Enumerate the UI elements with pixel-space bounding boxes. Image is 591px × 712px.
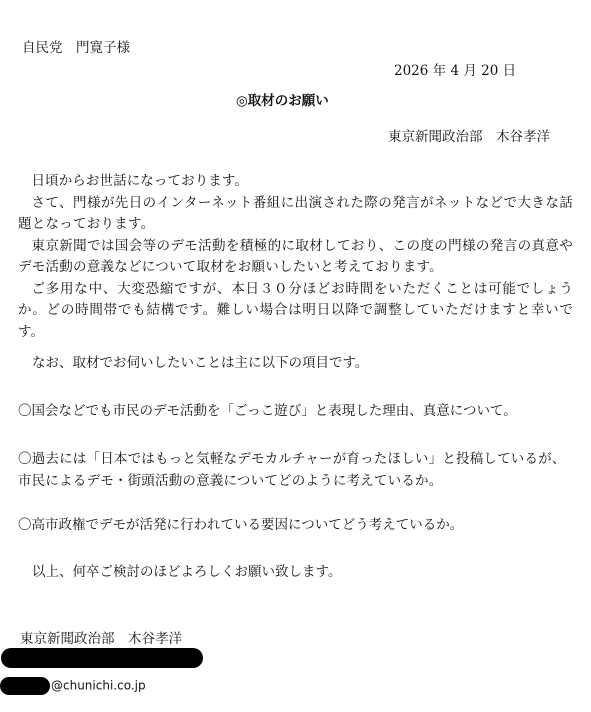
greeting-paragraph: 日頃からお世話になっております。 <box>31 173 249 189</box>
context-paragraph: さて、門様が先日のインターネット番組に出演された際の発言がネットなどで大きな話題となっております。 <box>18 194 573 232</box>
sender-signature: 東京新聞政治部 木谷孝洋 <box>388 129 550 145</box>
letter-body <box>18 171 573 343</box>
letter-title: ◎取材のお願い <box>236 93 329 109</box>
addressee: 自民党 門寛子様 <box>22 40 130 56</box>
question-item: 〇国会などでも市民のデモ活動を「ごっこ遊び」と表現した理由、真意について。 <box>18 403 517 419</box>
questions-intro: なお、取材でお伺いしたいことは主に以下の項目です。 <box>32 355 369 371</box>
question-item: 〇高市政権でデモが活発に行われている要因についてどう考えているか。 <box>18 517 464 533</box>
email-address <box>0 675 146 695</box>
redaction-bar <box>1 648 203 668</box>
request-paragraph: 東京新聞では国会等のデモ活動を積極的に取材しており、この度の門様の発言の真意やデモ活動の意義などについて取材をお願いしたいと考えております。 <box>18 237 573 275</box>
question-item: 〇過去には「日本ではもっと気軽なデモカルチャーが育ったほしい」と投稿しているが、市民によるデモ・街頭活動の意義についてどのように考えているか。 <box>18 451 566 489</box>
letter-date: 2026 年 4 月 20 日 <box>394 63 517 79</box>
schedule-paragraph: ご多用な中、大変恐縮ですが、本日３０分ほどお時間をいただくことは可能でしょうか。どの時間帯でも結構です。難しい場合は明日以降で調整していただけますと幸いです。 <box>18 280 573 340</box>
email-domain: @chunichi.co.jp <box>51 678 146 693</box>
redaction-bar <box>0 677 50 695</box>
closing-line: 以上、何卒ご検討のほどよろしくお願い致します。 <box>32 564 342 580</box>
footer-sender: 東京新聞政治部 木谷孝洋 <box>20 631 182 647</box>
